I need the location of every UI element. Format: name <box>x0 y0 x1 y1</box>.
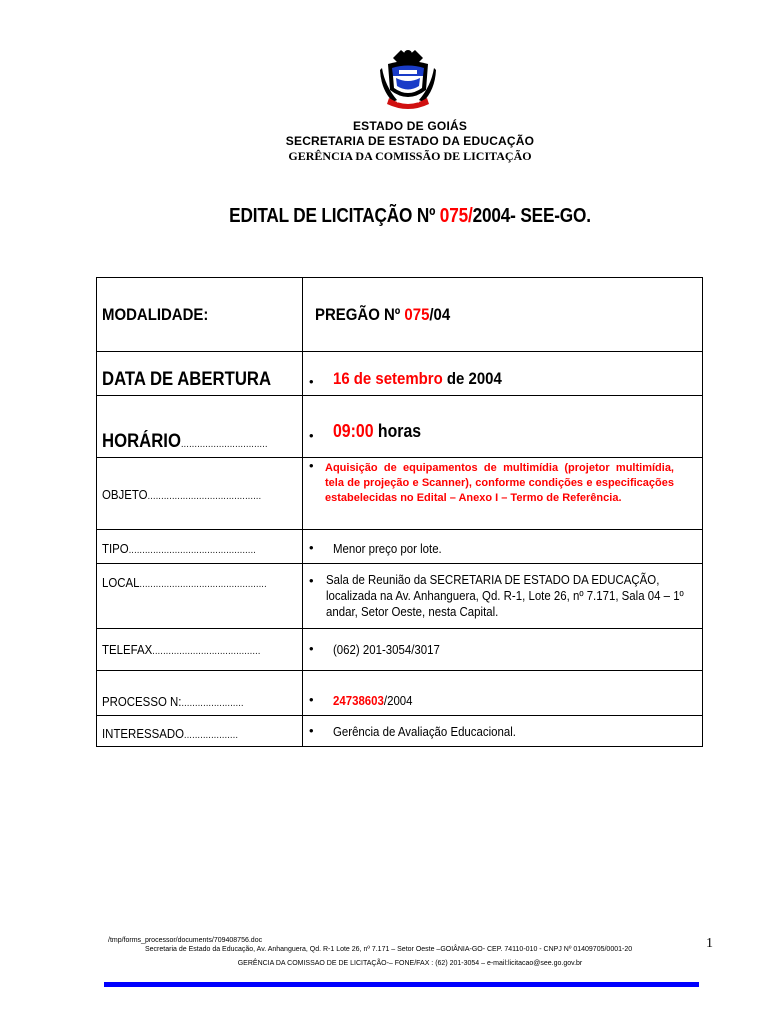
header-state: ESTADO DE GOIÁS <box>352 119 468 133</box>
title-number: 075/ <box>439 205 473 227</box>
bullet-icon: • <box>309 374 314 389</box>
telefax-label: TELEFAX <box>102 642 153 657</box>
data-abertura-label: DATA DE ABERTURA <box>102 369 272 390</box>
interessado-dots: .................... <box>184 730 239 741</box>
local-value-line2: localizada na Av. Anhanguera, Qd. R-1, Lote 26, nº 7.171, Sala 04 – 1º <box>326 588 684 603</box>
bullet-icon: • <box>309 540 314 555</box>
objeto-label: OBJETO <box>102 487 148 502</box>
row-horario <box>97 396 703 458</box>
page-title <box>57 205 762 228</box>
edital-summary-table <box>96 277 703 747</box>
horario-label: HORÁRIO <box>102 431 181 452</box>
bullet-icon: • <box>309 692 314 707</box>
goias-coat-of-arms-icon <box>379 46 437 114</box>
local-dots: ............................................... <box>139 579 267 590</box>
header-commission: GERÊNCIA DA COMISSÃO DE LICITAÇÃO <box>288 149 532 163</box>
footer-file-path: /tmp/forms_processor/documents/709408756.doc <box>108 937 263 944</box>
title-suffix: 2004- SEE-GO. <box>472 205 591 227</box>
header-secretariat: SECRETARIA DE ESTADO DA EDUCAÇÃO <box>285 134 535 148</box>
objeto-dots: .......................................... <box>147 491 262 502</box>
tipo-label: TIPO <box>102 541 129 556</box>
tipo-value: Menor preço por lote. <box>333 541 442 556</box>
row-modalidade <box>97 278 703 352</box>
bullet-icon: • <box>309 458 314 473</box>
objeto-value-bold: Aquisição de equipamentos de multimídia (projetor multimídia, tela de projeção e Scanner), <box>325 462 674 489</box>
interessado-value: Gerência de Avaliação Educacional. <box>333 724 516 739</box>
horario-value-black: horas <box>373 421 422 441</box>
title-prefix: EDITAL DE LICITAÇÃO Nº <box>229 205 440 227</box>
local-value-line1: Sala de Reunião da SECRETARIA DE ESTADO DA EDUCAÇÃO, <box>326 572 660 587</box>
bullet-icon: • <box>309 428 314 443</box>
modalidade-value-prefix: PREGÃO Nº <box>315 305 405 324</box>
row-data-abertura <box>97 352 703 396</box>
telefax-dots: ........................................ <box>152 646 261 657</box>
row-interessado <box>97 716 703 747</box>
modalidade-value-number: 075 <box>404 305 430 324</box>
tipo-dots: ............................................... <box>128 545 257 556</box>
bullet-icon: • <box>309 723 314 738</box>
row-objeto <box>97 458 703 530</box>
label-cell <box>97 278 303 352</box>
processo-label: PROCESSO N: <box>102 694 182 709</box>
page-number: 1 <box>706 936 713 951</box>
interessado-label: INTERESSADO <box>102 726 185 741</box>
row-processo <box>97 671 703 716</box>
row-local <box>97 564 703 629</box>
bullet-icon: • <box>309 641 314 656</box>
objeto-value-rest: conforme condições e especificações estabelecidas no Edital – Anexo I – Termo de Referência. <box>325 477 674 504</box>
processo-value-black: /2004 <box>383 693 413 708</box>
local-value-line3: andar, Setor Oeste, nesta Capital. <box>326 604 499 619</box>
footer-address: Secretaria de Estado da Educação, Av. Anhanguera, Qd. R-1 Lote 26, nº 7.171 – Setor Oeste –GOIÂNIA-GO- CEP. 74110-010 - CNPJ Nº 01409705/0001-20 <box>145 946 633 953</box>
modalidade-label: MODALIDADE: <box>102 305 209 324</box>
horario-dots: ................................ <box>180 439 268 450</box>
footer-contact: GERÊNCIA DA COMISSAO DE DE LICITAÇÃO-– FONE/FAX : (62) 201-3054 – e-mail:licitacao@see.go.gov.br <box>237 960 583 967</box>
processo-value-red: 24738603 <box>333 693 384 708</box>
footer-blue-rule <box>104 982 699 987</box>
row-tipo <box>97 530 703 564</box>
telefax-value: (062) 201-3054/3017 <box>333 642 440 657</box>
objeto-value <box>325 461 674 506</box>
value-cell <box>303 278 703 352</box>
row-telefax <box>97 629 703 671</box>
data-abertura-value-red: 16 de setembro <box>333 369 443 388</box>
bullet-icon: • <box>309 573 314 588</box>
data-abertura-value-black: de 2004 <box>442 369 502 388</box>
local-label: LOCAL <box>102 575 140 590</box>
horario-value-red: 09:00 <box>333 421 374 441</box>
processo-dots: ....................... <box>181 698 244 709</box>
modalidade-value-suffix: /04 <box>429 305 451 324</box>
